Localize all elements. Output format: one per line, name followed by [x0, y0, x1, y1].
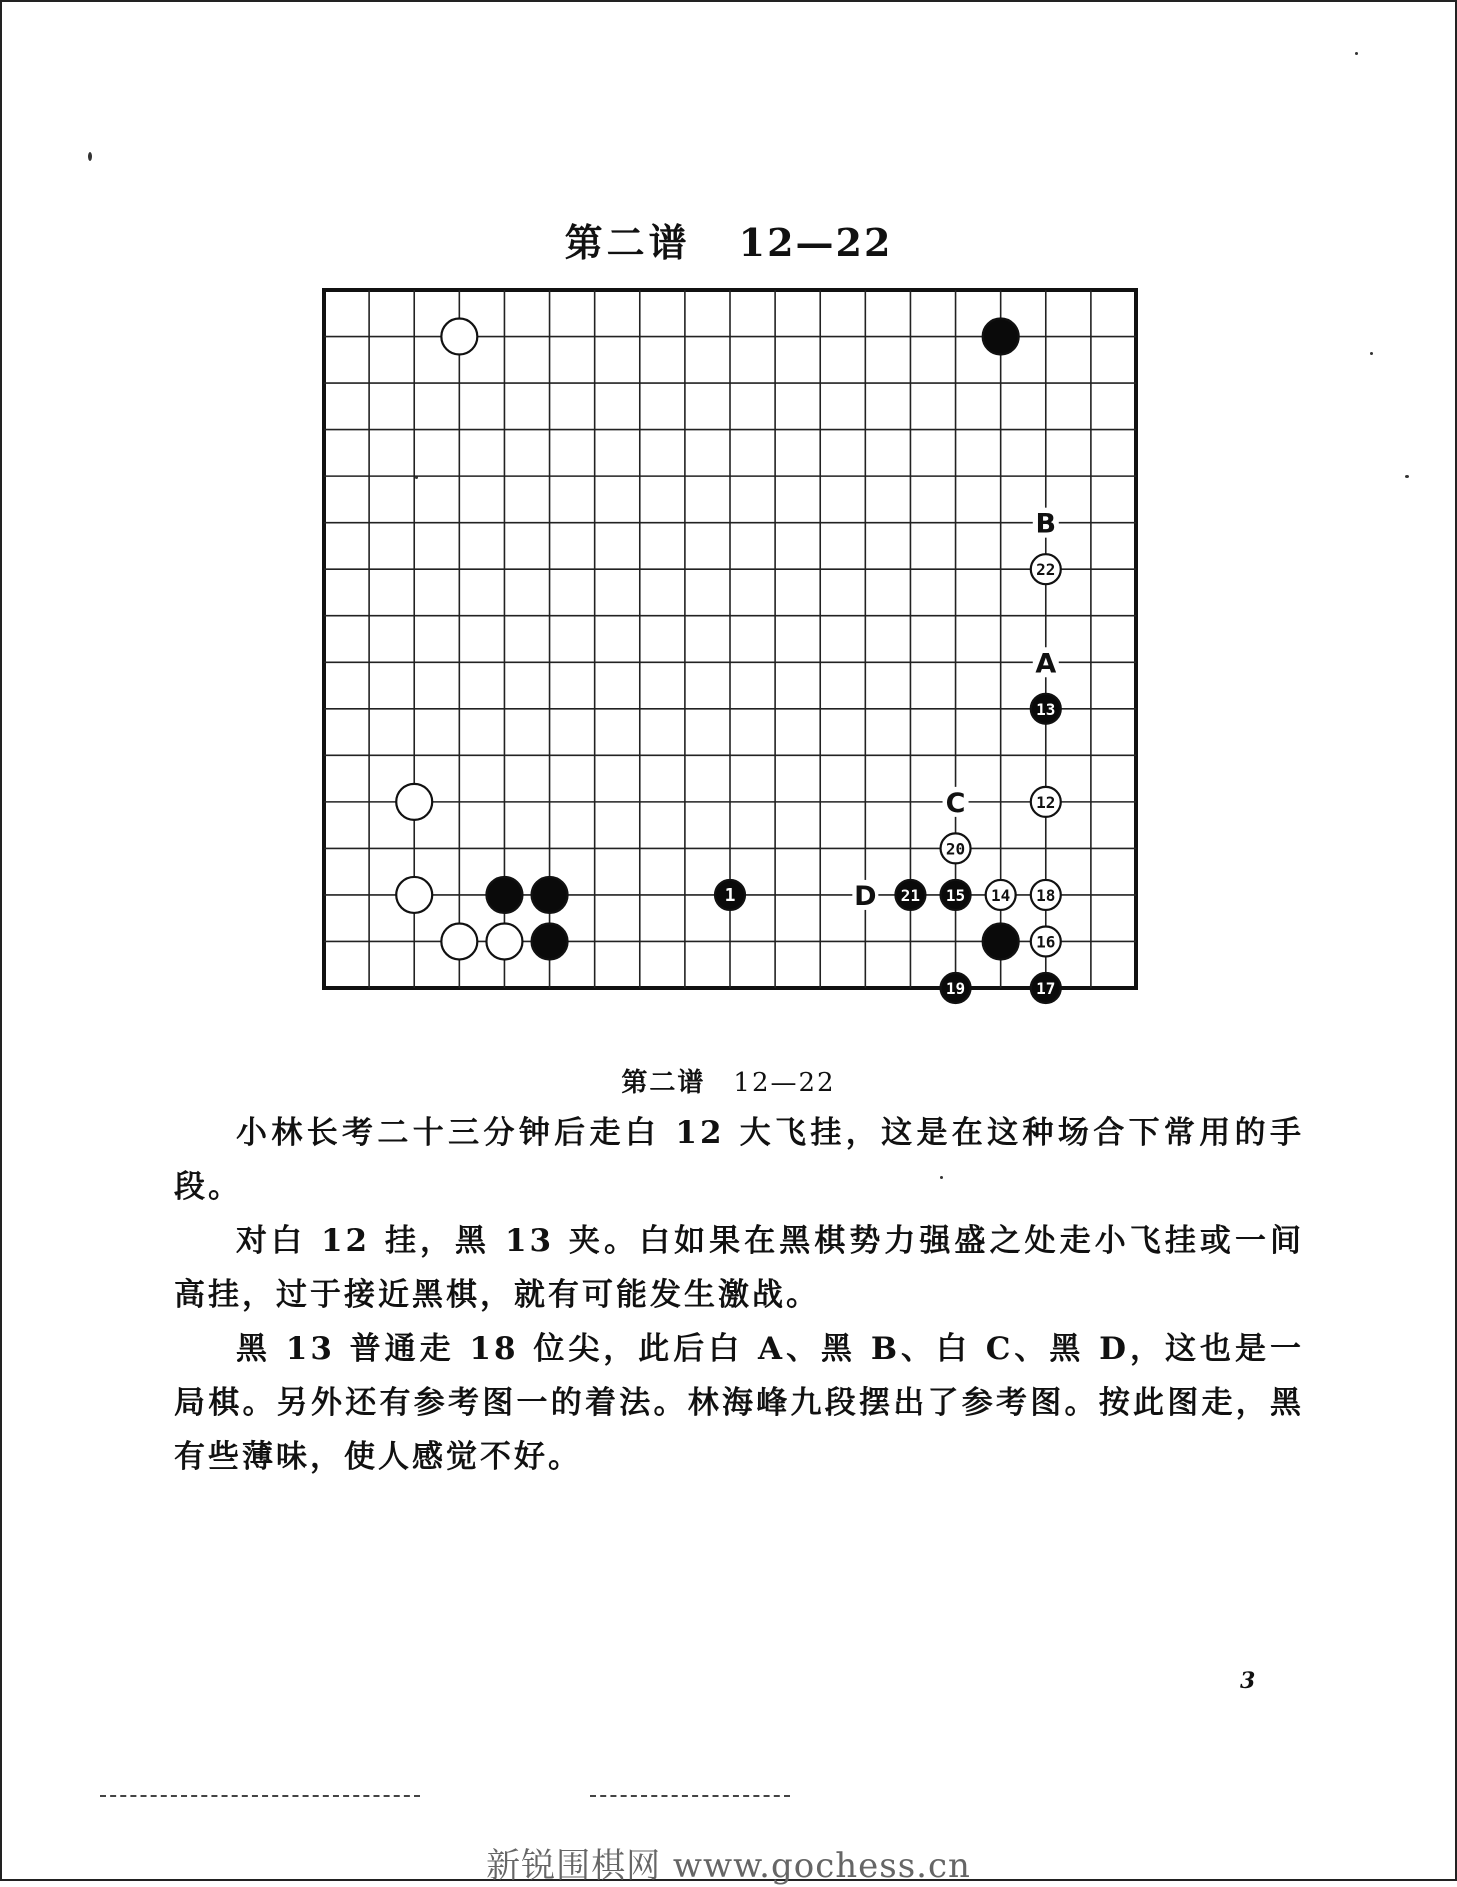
point-letter: B: [1035, 508, 1057, 540]
move-number: 18: [1036, 885, 1056, 905]
caption-moves: 12—22: [733, 1068, 836, 1098]
point-letter: D: [854, 880, 877, 912]
black-stone: [486, 877, 522, 913]
black-stone: [532, 877, 568, 913]
white-stone: [486, 923, 522, 959]
white-stone: [396, 784, 432, 820]
point-letter: C: [945, 787, 966, 819]
footer-rule: [590, 1795, 790, 1799]
paragraph: 对白 12 挂，黑 13 夹。白如果在黑棋势力强盛之处走小飞挂或一间高挂，过于接近黑棋，就有可能发生激战。: [174, 1223, 1304, 1313]
move-number: 15: [945, 885, 966, 905]
black-stone: [532, 923, 568, 959]
footer-rule: [100, 1795, 420, 1799]
move-number: 13: [1036, 699, 1056, 719]
paragraph: 黑 13 普通走 18 位尖，此后白 A、黑 B、白 C、黑 D，这也是一局棋。另外还有参考图一的着法。林海峰九段摆出了参考图。按此图走，黑有些薄味，使人感觉不好。: [174, 1331, 1304, 1475]
commentary: [174, 1106, 1304, 1484]
move-number: 22: [1036, 560, 1056, 580]
move-number: 12: [1036, 792, 1056, 812]
diagram-title-moves: 12—22: [738, 220, 893, 265]
move-number: 21: [900, 885, 921, 905]
move-number: 17: [1036, 979, 1056, 998]
white-stone: [441, 923, 477, 959]
move-number: 14: [991, 885, 1011, 905]
paragraph: 小林长考二十三分钟后走白 12 大飞挂，这是在这种场合下常用的手段。: [174, 1115, 1304, 1205]
move-number: 1: [724, 884, 736, 906]
page-number: 3: [1240, 1668, 1256, 1694]
diagram-caption: [0, 1062, 1457, 1099]
point-letter: A: [1035, 648, 1057, 680]
black-stone: [983, 923, 1019, 959]
diagram-title-label: 第二谱: [564, 220, 691, 265]
white-stone: [396, 877, 432, 913]
move-number: 20: [945, 839, 966, 859]
black-stone: [983, 319, 1019, 355]
white-stone: [441, 319, 477, 355]
move-number: 16: [1036, 932, 1056, 952]
caption-label: 第二谱: [621, 1068, 706, 1098]
watermark: 新锐围棋网 www.gochess.cn: [486, 1846, 971, 1886]
move-number: 19: [945, 979, 966, 998]
